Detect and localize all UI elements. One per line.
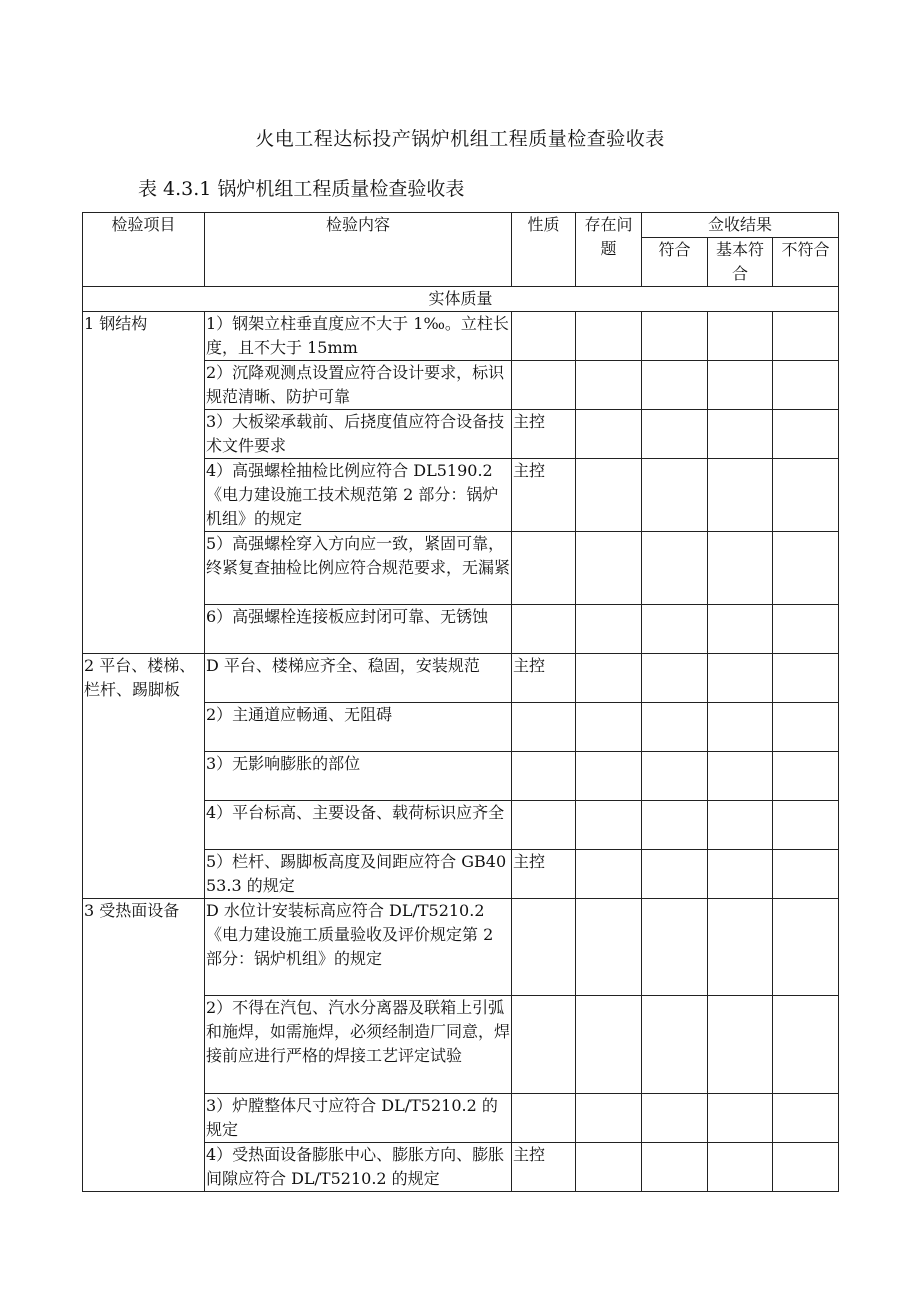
conform-cell[interactable] [642, 410, 708, 459]
inspection-content: 4）平台标高、主要设备、载荷标识应齐全 [205, 801, 512, 850]
issue-cell[interactable] [576, 1094, 642, 1143]
nature-cell [512, 703, 576, 752]
nature-cell [512, 312, 576, 361]
basic-conform-cell[interactable] [708, 1094, 773, 1143]
conform-cell[interactable] [642, 899, 708, 996]
issue-cell[interactable] [576, 899, 642, 996]
conform-cell[interactable] [642, 532, 708, 605]
issue-cell[interactable] [576, 532, 642, 605]
basic-conform-cell[interactable] [708, 899, 773, 996]
nature-cell [512, 752, 576, 801]
inspection-content: 4）高强螺栓抽检比例应符合 DL5190.2《电力建设施工技术规范第 2 部分：锅炉机组》的规定 [205, 459, 512, 532]
basic-conform-cell[interactable] [708, 605, 773, 654]
basic-conform-cell[interactable] [708, 654, 773, 703]
nature-cell [512, 801, 576, 850]
basic-conform-cell[interactable] [708, 703, 773, 752]
inspection-content: 2）沉降观测点设置应符合设计要求，标识规范清晰、防护可靠 [205, 361, 512, 410]
nonconform-cell[interactable] [773, 752, 839, 801]
inspection-content: 3）大板梁承载前、后挠度值应符合设备技术文件要求 [205, 410, 512, 459]
issue-cell[interactable] [576, 703, 642, 752]
basic-conform-cell[interactable] [708, 410, 773, 459]
document-title: 火电工程达标投产锅炉机组工程质量检查验收表 [255, 128, 665, 150]
inspection-content: 2）不得在汽包、汽水分离器及联箱上引弧和施焊，如需施焊，必须经制造厂同意，焊接前应进行严格的焊接工艺评定试验 [205, 996, 512, 1094]
basic-conform-cell[interactable] [708, 996, 773, 1094]
nonconform-cell[interactable] [773, 850, 839, 899]
nonconform-cell[interactable] [773, 532, 839, 605]
item-name: 1 钢结构 [83, 312, 205, 654]
item-name: 2 平台、楼梯、栏杆、踢脚板 [83, 654, 205, 899]
nonconform-cell[interactable] [773, 899, 839, 996]
header-basic: 基本符合 [708, 238, 773, 287]
issue-cell[interactable] [576, 752, 642, 801]
issue-cell[interactable] [576, 850, 642, 899]
header-result: 佥收结果 [642, 213, 839, 238]
nature-cell [512, 532, 576, 605]
issue-cell[interactable] [576, 312, 642, 361]
header-issue: 存在问题 [576, 213, 642, 287]
inspection-content: D 平台、楼梯应齐全、稳固，安装规范 [205, 654, 512, 703]
issue-cell[interactable] [576, 654, 642, 703]
conform-cell[interactable] [642, 654, 708, 703]
nonconform-cell[interactable] [773, 410, 839, 459]
nature-cell: 主控 [512, 654, 576, 703]
inspection-content: 5）高强螺栓穿入方向应一致，紧固可靠，终紧复查抽检比例应符合规范要求，无漏紧 [205, 532, 512, 605]
header-nature: 性质 [512, 213, 576, 287]
nature-cell [512, 361, 576, 410]
issue-cell[interactable] [576, 996, 642, 1094]
nonconform-cell[interactable] [773, 1143, 839, 1192]
conform-cell[interactable] [642, 801, 708, 850]
nature-cell [512, 1094, 576, 1143]
item-name: 3 受热面设备 [83, 899, 205, 1192]
header-item: 检验项目 [83, 213, 205, 287]
conform-cell[interactable] [642, 1094, 708, 1143]
issue-cell[interactable] [576, 801, 642, 850]
nature-cell: 主控 [512, 459, 576, 532]
header-content: 检验内容 [205, 213, 512, 287]
conform-cell[interactable] [642, 605, 708, 654]
nonconform-cell[interactable] [773, 703, 839, 752]
inspection-content: 4）受热面设备膨胀中心、膨胀方向、膨胀间隙应符合 DL/T5210.2 的规定 [205, 1143, 512, 1192]
conform-cell[interactable] [642, 1143, 708, 1192]
basic-conform-cell[interactable] [708, 1143, 773, 1192]
issue-cell[interactable] [576, 410, 642, 459]
basic-conform-cell[interactable] [708, 850, 773, 899]
issue-cell[interactable] [576, 1143, 642, 1192]
nature-cell: 主控 [512, 1143, 576, 1192]
header-nonconform: 不符合 [773, 238, 839, 287]
inspection-content: 5）栏杆、踢脚板高度及间距应符合 GB4053.3 的规定 [205, 850, 512, 899]
table-row [83, 654, 839, 703]
basic-conform-cell[interactable] [708, 312, 773, 361]
nonconform-cell[interactable] [773, 361, 839, 410]
table-caption: 表 4.3.1 锅炉机组工程质量检查验收表 [138, 178, 465, 200]
conform-cell[interactable] [642, 752, 708, 801]
section-label: 实体质量 [83, 287, 839, 312]
conform-cell[interactable] [642, 459, 708, 532]
nature-cell: 主控 [512, 850, 576, 899]
basic-conform-cell[interactable] [708, 532, 773, 605]
conform-cell[interactable] [642, 361, 708, 410]
nature-cell [512, 996, 576, 1094]
inspection-content: D 水位计安装标高应符合 DL/T5210.2《电力建设施工质量验收及评价规定第 2 部分：锅炉机组》的规定 [205, 899, 512, 996]
basic-conform-cell[interactable] [708, 459, 773, 532]
inspection-table [82, 212, 839, 1192]
issue-cell[interactable] [576, 605, 642, 654]
issue-cell[interactable] [576, 361, 642, 410]
nonconform-cell[interactable] [773, 459, 839, 532]
inspection-content: 1）钢架立柱垂直度应不大于 1‰。立柱长度，且不大于 15mm [205, 312, 512, 361]
nonconform-cell[interactable] [773, 654, 839, 703]
section-row [83, 287, 839, 312]
nonconform-cell[interactable] [773, 801, 839, 850]
conform-cell[interactable] [642, 850, 708, 899]
basic-conform-cell[interactable] [708, 752, 773, 801]
nonconform-cell[interactable] [773, 605, 839, 654]
header-conform: 符合 [642, 238, 708, 287]
inspection-content: 2）主通道应畅通、无阻碍 [205, 703, 512, 752]
table-row [83, 899, 839, 996]
nature-cell: 主控 [512, 410, 576, 459]
conform-cell[interactable] [642, 703, 708, 752]
nonconform-cell[interactable] [773, 312, 839, 361]
inspection-content: 6）高强螺栓连接板应封闭可靠、无锈蚀 [205, 605, 512, 654]
basic-conform-cell[interactable] [708, 361, 773, 410]
inspection-content: 3）炉膛整体尺寸应符合 DL/T5210.2 的规定 [205, 1094, 512, 1143]
issue-cell[interactable] [576, 459, 642, 532]
basic-conform-cell[interactable] [708, 801, 773, 850]
nonconform-cell[interactable] [773, 1094, 839, 1143]
nonconform-cell[interactable] [773, 996, 839, 1094]
inspection-content: 3）无影响膨胀的部位 [205, 752, 512, 801]
nature-cell [512, 899, 576, 996]
conform-cell[interactable] [642, 312, 708, 361]
nature-cell [512, 605, 576, 654]
table-row [83, 312, 839, 361]
conform-cell[interactable] [642, 996, 708, 1094]
header-row-1 [83, 213, 839, 238]
